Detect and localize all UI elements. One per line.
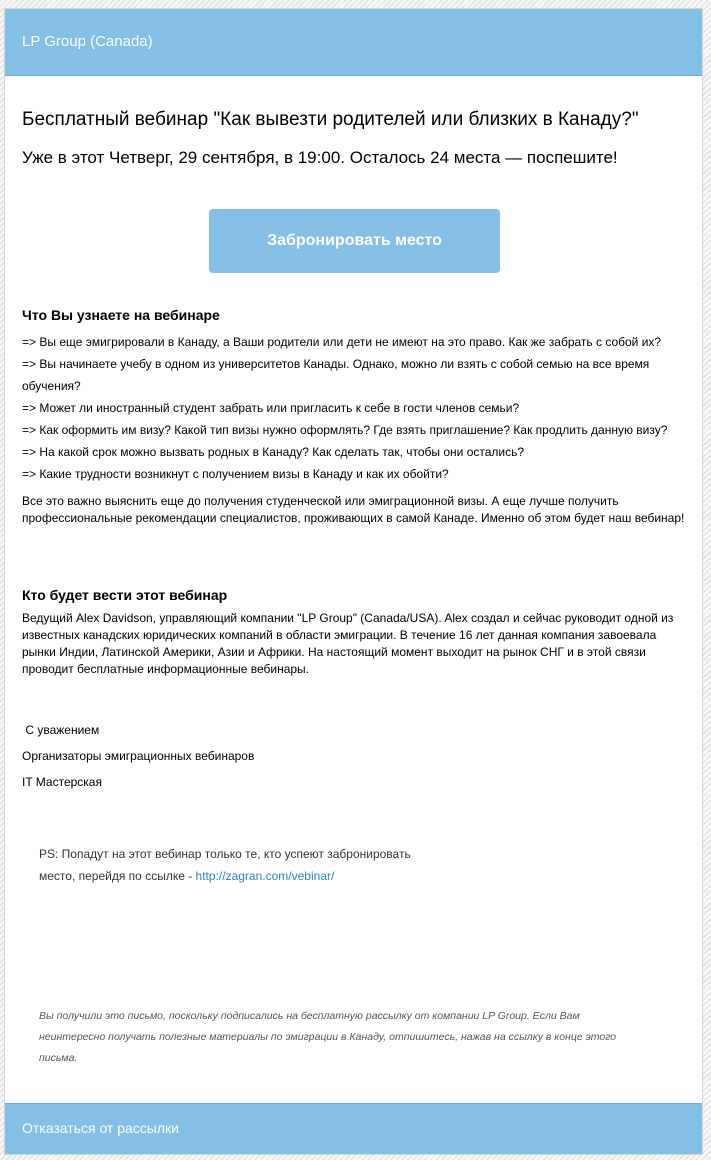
host-heading: Кто будет вести этот вебинар (22, 587, 228, 603)
ps-link-prefix: место, перейдя по ссылке - (39, 869, 196, 883)
host-description: Ведущий Alex Davidson, управляющий компании "LP Group" (Canada/USA). Alex создал и сейчас руководит одной из известных канадских юридических компаний в области эмиграции. В течение 16 лет данная компания завоевала рынки Индии, Латинской Америки, Азии и Африки. На настоящий момент выходит на рынок СНГ и в этой связи проводит бесплатные информационные вебинары. (22, 611, 674, 676)
webinar-title: Бесплатный вебинар "Как вывезти родителей или близких в Канаду?" (22, 109, 639, 130)
list-item: => Какие трудности возникнут с получением визы в Канаду и как их обойти? (22, 467, 449, 481)
signature-greeting: С уважением (22, 723, 100, 737)
ps-line: PS: Попадут на этот вебинар только те, кто успеют забронировать (39, 847, 411, 861)
email-frame (4, 8, 703, 1155)
learn-heading: Что Вы узнаете на вебинаре (22, 307, 220, 323)
signature-team: IT Мастерская (22, 775, 102, 789)
email-header (5, 9, 702, 76)
signature-org: Организаторы эмиграционных вебинаров (22, 749, 255, 763)
email-footer (5, 1103, 702, 1154)
list-item: => Может ли иностранный студент забрать или пригласить к себе в гости членов семьи? (22, 401, 520, 415)
ps-link-line (39, 865, 411, 887)
learn-summary: Все это важно выяснить еще до получения студенческой или эмиграционной визы. А еще лучше получить профессиональные рекомендации специалистов, проживающих в самой Канаде. Именно об этом будет наш вебинар! (22, 494, 685, 525)
list-item: => Как оформить им визу? Какой тип визы нужно оформлять? Где взять приглашение? Как продлить данную визу? (22, 423, 668, 437)
unsubscribe-link[interactable]: Отказаться от рассылки (22, 1120, 179, 1136)
book-seat-button[interactable]: Забронировать место (209, 209, 500, 273)
ps-note (39, 843, 411, 887)
list-item: => Вы еще эмигрировали в Канаду, а Ваши родители или дети не имеют на это право. Как же забрать с собой их? (22, 335, 662, 349)
webinar-date: Уже в этот Четверг, 29 сентября, в 19:00. Осталось 24 места — поспешите! (22, 148, 618, 167)
brand-title: LP Group (Canada) (22, 33, 153, 50)
subscription-disclaimer: Вы получили это письмо, поскольку подписались на бесплатную рассылку от компании LP Group. Если Вам неинтересно получать полезные материалы по эмиграции в Канаду, отпишитесь, нажав на ссылку в конце этого письма. (39, 1010, 617, 1064)
learn-list (22, 331, 687, 485)
webinar-link[interactable]: http://zagran.com/vebinar/ (195, 869, 335, 883)
list-item: => На какой срок можно вызвать родных в Канаду? Как сделать так, чтобы они остались? (22, 445, 525, 459)
list-item: => Вы начинаете учебу в одном из университетов Канады. Однако, можно ли взять с собой семью на все время обучения? (22, 357, 650, 393)
